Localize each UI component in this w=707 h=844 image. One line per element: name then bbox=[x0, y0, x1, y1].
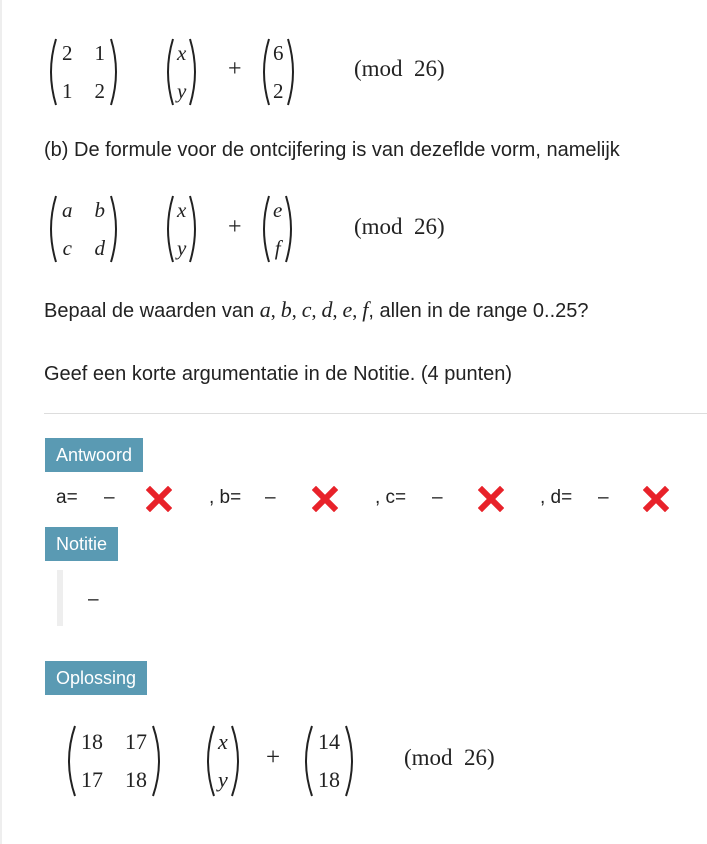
vector-cell: x bbox=[177, 41, 187, 65]
matrix-cell: 17 bbox=[125, 729, 147, 754]
part-b-text: (b) De formule voor de ontcijfering is van dezeflde vorm, namelijk bbox=[44, 139, 620, 161]
answer-b-value[interactable]: – bbox=[265, 487, 276, 508]
solution-matrix-A bbox=[61, 724, 167, 798]
cross-icon bbox=[478, 486, 504, 512]
answer-c-label: , c= bbox=[375, 487, 407, 508]
matrix-cell: b bbox=[94, 198, 105, 222]
question-prefix: Bepaal de waarden van bbox=[44, 300, 260, 322]
left-border bbox=[0, 0, 2, 844]
matrix1-offset bbox=[257, 37, 300, 107]
matrix-cell: 18 bbox=[125, 767, 147, 792]
var-c: c bbox=[301, 297, 312, 322]
vector-cell: x bbox=[177, 198, 187, 222]
instruction-text: Geef een korte argumentatie in de Notitie. (4 punten) bbox=[44, 363, 513, 385]
note-quote-bar bbox=[57, 570, 63, 626]
plus-sign: + bbox=[228, 214, 242, 240]
vector-cell: f bbox=[274, 236, 281, 260]
var-b: b bbox=[280, 297, 292, 322]
vector-cell: y bbox=[218, 767, 228, 792]
vector-cell: 6 bbox=[273, 41, 284, 65]
solution-vector bbox=[200, 724, 246, 798]
matrix-cell: a bbox=[62, 198, 73, 222]
matrix-cell: 17 bbox=[81, 767, 103, 792]
matrix1-vector bbox=[161, 37, 202, 107]
vector-cell: 14 bbox=[318, 729, 340, 754]
var-e: e bbox=[342, 297, 353, 322]
vector-cell: x bbox=[218, 729, 228, 754]
matrix2-offset bbox=[257, 194, 298, 264]
vector-cell: e bbox=[273, 198, 283, 222]
answer-a-value[interactable]: – bbox=[104, 487, 115, 508]
answer-d-value[interactable]: – bbox=[598, 487, 609, 508]
question-suffix: , allen in de range 0..25? bbox=[368, 300, 589, 322]
matrix-cell: c bbox=[62, 236, 72, 260]
mod-label: (mod 26) bbox=[404, 745, 495, 770]
notitie-label: Notitie bbox=[45, 527, 118, 561]
answer-b-label: , b= bbox=[209, 487, 242, 508]
matrix-cell: 1 bbox=[94, 41, 105, 65]
divider bbox=[44, 413, 707, 414]
matrix-cell: 18 bbox=[81, 729, 103, 754]
matrix2-vector bbox=[161, 194, 202, 264]
plus-sign: + bbox=[266, 744, 281, 771]
vector-cell: 2 bbox=[273, 79, 284, 103]
answer-a-label: a= bbox=[56, 487, 78, 508]
cross-icon bbox=[312, 486, 338, 512]
vector-cell: 18 bbox=[318, 767, 340, 792]
var-f: f bbox=[362, 297, 369, 322]
vector-cell: y bbox=[177, 79, 187, 103]
mod-label: (mod 26) bbox=[354, 56, 445, 81]
var-d: d bbox=[321, 297, 333, 322]
answer-d-label: , d= bbox=[540, 487, 573, 508]
question-text: Bepaal de waarden van a, b, c, d, e, f, allen in de range 0..25? bbox=[44, 297, 589, 322]
matrix-cell: 2 bbox=[94, 79, 105, 103]
note-content: – bbox=[88, 589, 99, 610]
matrix-cell: d bbox=[94, 236, 105, 260]
matrix1-A bbox=[44, 37, 123, 107]
solution-offset bbox=[298, 724, 360, 798]
mod-label: (mod 26) bbox=[354, 214, 445, 239]
matrix2-A bbox=[44, 194, 123, 264]
antwoord-label: Antwoord bbox=[45, 438, 143, 472]
plus-sign: + bbox=[228, 56, 242, 82]
var-a: a bbox=[259, 297, 271, 322]
cross-icon bbox=[643, 486, 669, 512]
vector-cell: y bbox=[177, 236, 187, 260]
cross-icon bbox=[146, 486, 172, 512]
oplossing-label: Oplossing bbox=[45, 661, 147, 695]
matrix-cell: 2 bbox=[62, 41, 73, 65]
matrix-cell: 1 bbox=[62, 79, 73, 103]
answer-c-value[interactable]: – bbox=[432, 487, 443, 508]
